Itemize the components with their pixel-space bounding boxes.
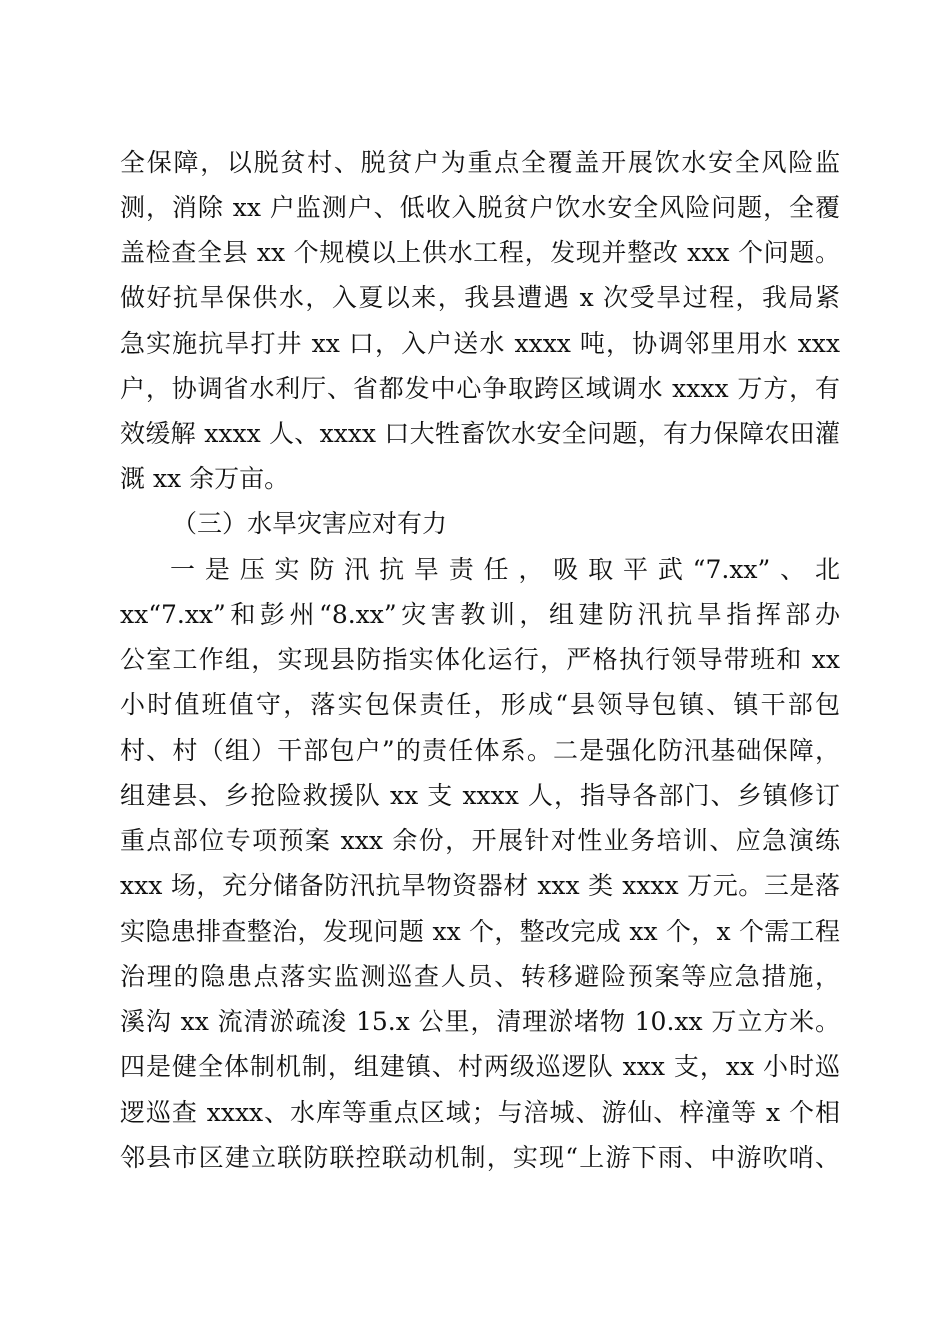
paragraph-2-line-12: 四是健全体制机制，组建镇、村两级巡逻队 xxx 支，xx 小时巡 [120, 1052, 840, 1081]
paragraph-2-line-10: 治理的隐患点落实监测巡查人员、转移避险预案等应急措施， [120, 962, 840, 991]
paragraph-1-line-2: 测，消除 xx 户监测户、低收入脱贫户饮水安全风险问题，全覆 [120, 193, 840, 222]
paragraph-1-line-5: 急实施抗旱打井 xx 口，入户送水 xxxx 吨，协调邻里用水 xxx [120, 329, 840, 358]
paragraph-1-line-4: 做好抗旱保供水，入夏以来，我县遭遇 x 次受旱过程，我局紧 [120, 283, 840, 312]
paragraph-1-line-7: 效缓解 xxxx 人、xxxx 口大牲畜饮水安全问题，有力保障农田灌 [120, 419, 840, 448]
paragraph-2-line-13: 逻巡查 xxxx、水库等重点区域；与涪城、游仙、梓潼等 x 个相 [120, 1098, 840, 1127]
paragraph-2-line-3: 公室工作组，实现县防指实体化运行，严格执行领导带班和 xx [120, 645, 840, 674]
paragraph-2-line-5: 村、村（组）干部包户”的责任体系。二是强化防汛基础保障， [120, 736, 840, 765]
paragraph-2-line-14: 邻县市区建立联防联控联动机制，实现“上游下雨、中游吹哨、 [120, 1143, 840, 1172]
paragraph-2-line-9: 实隐患排查整治，发现问题 xx 个，整改完成 xx 个，x 个需工程 [120, 917, 840, 946]
section-heading: （三）水旱灾害应对有力 [172, 509, 448, 538]
paragraph-2-line-11: 溪沟 xx 流清淤疏浚 15.x 公里，清理淤堵物 10.xx 万立方米。 [120, 1007, 840, 1036]
paragraph-2-line-6: 组建县、乡抢险救援队 xx 支 xxxx 人，指导各部门、乡镇修订 [120, 781, 840, 810]
paragraph-1-line-8: 溉 xx 余万亩。 [120, 464, 290, 493]
paragraph-2-line-8: xxx 场，充分储备防汛抗旱物资器材 xxx 类 xxxx 万元。三是落 [120, 871, 840, 900]
paragraph-2-line-4: 小时值班值守，落实包保责任，形成“县领导包镇、镇干部包 [120, 690, 840, 719]
paragraph-2-line-1: 一是压实防汛抗旱责任，吸取平武“7.xx”、北 [170, 555, 840, 584]
paragraph-1-line-1: 全保障，以脱贫村、脱贫户为重点全覆盖开展饮水安全风险监 [120, 148, 840, 177]
paragraph-1-line-3: 盖检查全县 xx 个规模以上供水工程，发现并整改 xxx 个问题。 [120, 238, 840, 267]
paragraph-1-line-6: 户，协调省水利厅、省都发中心争取跨区域调水 xxxx 万方，有 [120, 374, 840, 403]
paragraph-2-line-7: 重点部位专项预案 xxx 余份，开展针对性业务培训、应急演练 [120, 826, 840, 855]
paragraph-2-line-2: xx“7.xx”和彭州“8.xx”灾害教训，组建防汛抗旱指挥部办 [120, 600, 840, 629]
